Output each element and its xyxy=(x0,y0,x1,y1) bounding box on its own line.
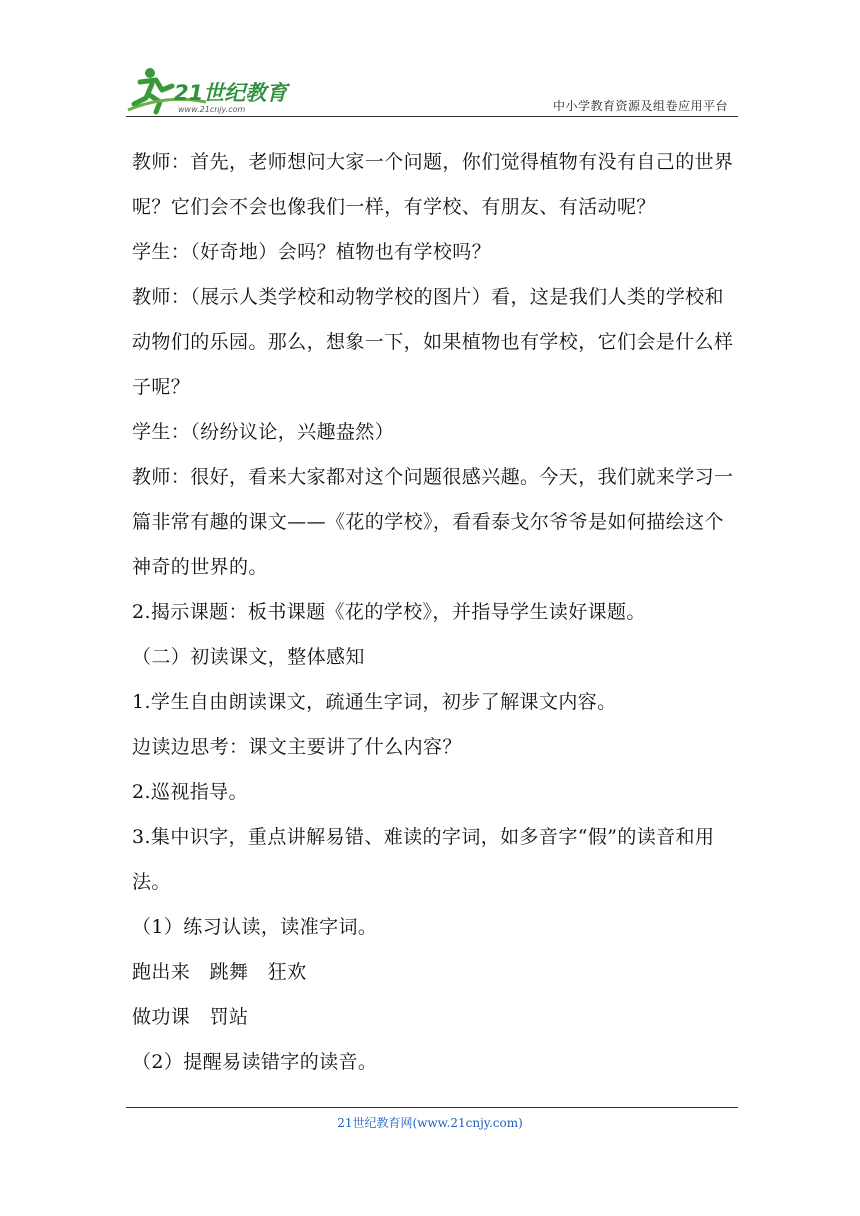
paragraph: 2.揭示课题：板书课题《花的学校》，并指导学生读好课题。 xyxy=(132,601,646,623)
paragraph: 1.学生自由朗读课文，疏通生字词，初步了解课文内容。 xyxy=(132,691,617,713)
logo-text: 21世纪教育 xyxy=(174,81,288,105)
document-body xyxy=(132,140,736,1085)
section-heading: （二）初读课文，整体感知 xyxy=(132,646,365,668)
header-divider xyxy=(126,116,738,117)
paragraph: 学生：（好奇地）会吗？植物也有学校吗？ xyxy=(132,241,492,263)
word-list: 跑出来 跳舞 狂欢 xyxy=(132,961,307,983)
page-header xyxy=(0,0,860,125)
paragraph: 教师：（展示人类学校和动物学校的图片）看，这是我们人类的学校和动物们的乐园。那么，想象一下，如果植物也有学校，它们会是什么样子呢？ xyxy=(132,286,734,398)
platform-label: 中小学教育资源及组卷应用平台 xyxy=(552,99,728,113)
paragraph: 边读边思考：课文主要讲了什么内容？ xyxy=(132,736,462,758)
logo-21cnjy xyxy=(126,64,296,116)
logo-url: www.21cnjy.com xyxy=(178,105,246,114)
paragraph: 学生：（纷纷议论，兴趣盎然） xyxy=(132,421,395,443)
paragraph: 3.集中识字，重点讲解易错、难读的字词，如多音字“假”的读音和用法。 xyxy=(132,826,715,893)
paragraph: 教师：首先，老师想问大家一个问题，你们觉得植物有没有自己的世界呢？它们会不会也像我们一样，有学校、有朋友、有活动呢？ xyxy=(132,151,734,218)
footer-link[interactable]: 21世纪教育网(www.21cnjy.com) xyxy=(337,1116,523,1130)
paragraph: （1）练习认读，读准字词。 xyxy=(132,916,378,938)
footer-divider xyxy=(126,1107,738,1108)
word-list: 做功课 罚站 xyxy=(132,1006,249,1028)
paragraph: 2.巡视指导。 xyxy=(132,781,248,803)
paragraph: （2）提醒易读错字的读音。 xyxy=(132,1051,378,1073)
paragraph: 教师：很好，看来大家都对这个问题很感兴趣。今天，我们就来学习一篇非常有趣的课文——《花的学校》，看看泰戈尔爷爷是如何描绘这个神奇的世界的。 xyxy=(132,466,734,578)
